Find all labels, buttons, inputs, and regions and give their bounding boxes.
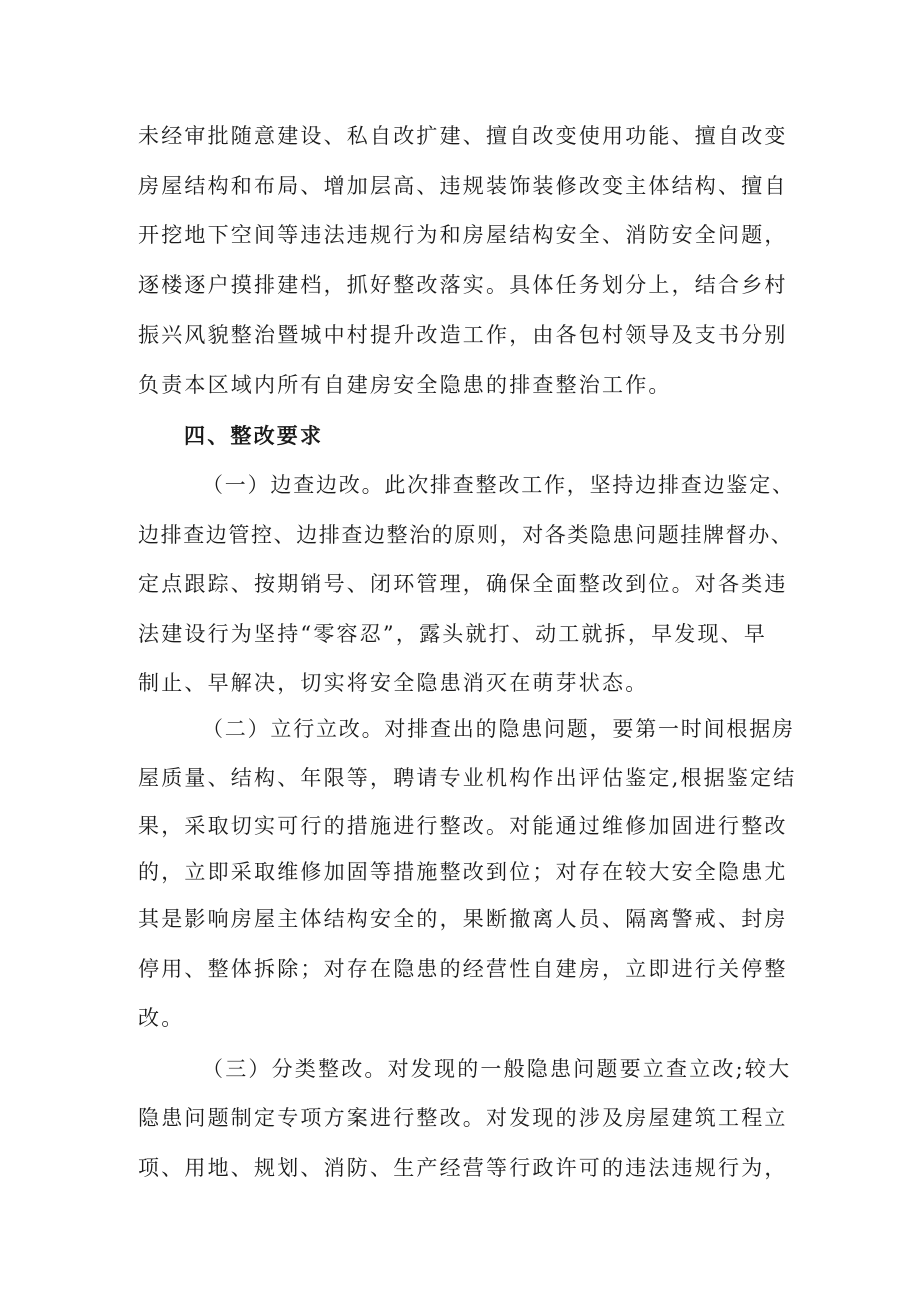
body-line: 屋质量、结构、年限等，聘请专业机构作出评估鉴定,根据鉴定结 [138, 766, 797, 790]
body-line: 其是影响房屋主体结构安全的，果断撤离人员、隔离警戒、封房 [138, 907, 788, 931]
body-line: 房屋结构和布局、增加层高、违规装饰装修改变主体结构、擅自 [138, 174, 788, 198]
body-line: 停用、整体拆除；对存在隐患的经营性自建房，立即进行关停整 [138, 957, 788, 981]
section-heading: 四、整改要求 [184, 423, 324, 448]
body-line: 未经审批随意建设、私自改扩建、擅自改变使用功能、擅自改变 [138, 124, 788, 148]
body-line: （二）立行立改。对排查出的隐患问题，要第一时间根据房 [202, 717, 795, 741]
body-line: 振兴风貌整治暨城中村提升改造工作，由各包村领导及支书分别 [138, 323, 788, 347]
document-body [138, 0, 798, 1301]
body-line: 隐患问题制定专项方案进行整改。对发现的涉及房屋建筑工程立 [138, 1106, 788, 1130]
body-line: 的，立即采取维修加固等措施整改到位；对存在较大安全隐患尤 [138, 860, 788, 884]
body-line: 改。 [138, 1006, 185, 1030]
body-line: （一）边查边改。此次排查整改工作，坚持边排查边鉴定、 [202, 473, 795, 497]
body-line: 项、用地、规划、消防、生产经营等行政许可的违法违规行为， [138, 1156, 788, 1180]
body-line: 逐楼逐户摸排建档，抓好整改落实。具体任务划分上，结合乡村 [138, 273, 788, 297]
body-line: （三）分类整改。对发现的一般隐患问题要立查立改;较大 [202, 1057, 792, 1081]
body-line: 果，采取切实可行的措施进行整改。对能通过维修加固进行整改 [138, 814, 788, 838]
body-line: 法建设行为坚持“零容忍”，露头就打、动工就拆，早发现、早 [138, 622, 768, 646]
body-line: 开挖地下空间等违法违规行为和房屋结构安全、消防安全问题， [138, 223, 788, 247]
body-line: 制止、早解决，切实将安全隐患消灭在萌芽状态。 [138, 671, 649, 695]
body-line: 边排查边管控、边排查边整治的原则，对各类隐患问题挂牌督办、 [138, 523, 794, 547]
body-line: 负责本区域内所有自建房安全隐患的排查整治工作。 [138, 373, 672, 397]
body-line: 定点跟踪、按期销号、闭环管理，确保全面整改到位。对各类违 [138, 572, 788, 596]
